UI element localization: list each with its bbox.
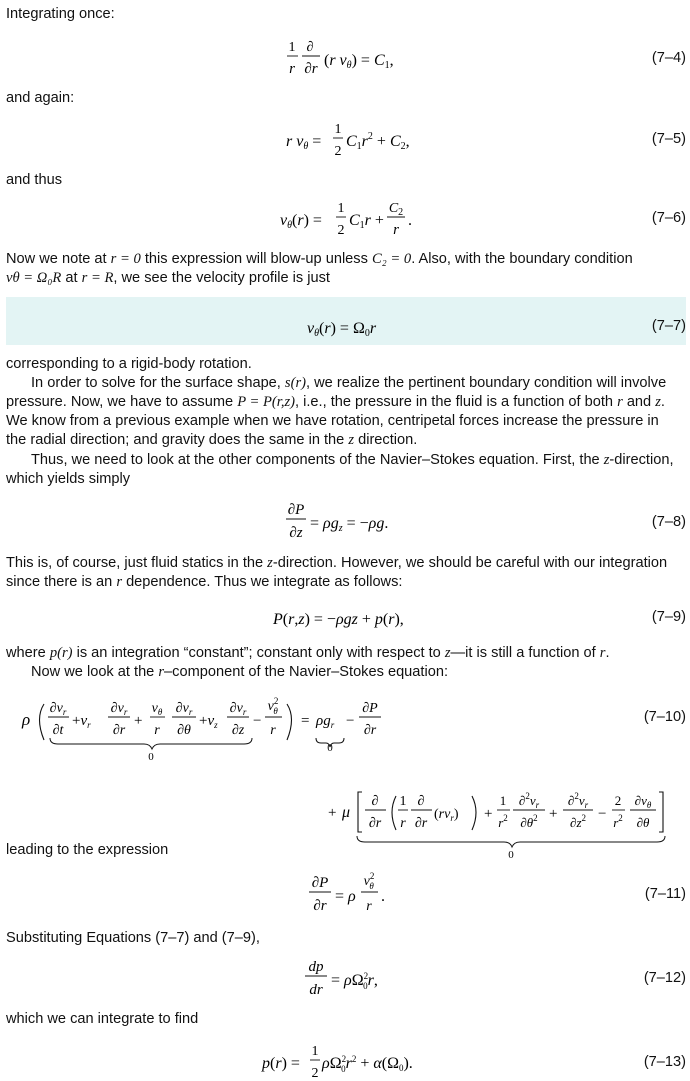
equation-7-7 [307, 320, 377, 339]
text-integrate-to-find: which we can integrate to find [6, 1011, 199, 1027]
svg-text:ρgr: $\rho g_r$ [316, 713, 335, 730]
svg-text:2: 2 [334, 144, 342, 159]
svg-text:∂r: ∂r [414, 816, 428, 831]
svg-text:∂vr: $\partial v_r$ [49, 701, 67, 717]
svg-text:μ: μ [342, 804, 351, 821]
equation-7-11 [309, 871, 385, 914]
svg-text:1: 1 [337, 201, 345, 216]
svg-text:∂vθ: $\partial v_\theta$ [634, 793, 652, 810]
svg-text:1: 1 [311, 1044, 319, 1059]
svg-text:∂: ∂ [306, 40, 314, 55]
svg-text:r: r [289, 61, 295, 77]
svg-text:= ρ: = ρ [335, 888, 356, 905]
svg-text:∂P: ∂P [311, 875, 329, 891]
svg-text:+: + [484, 806, 493, 822]
svg-text:∂P: ∂P [287, 502, 305, 518]
svg-text:∂2vr: $\partial^2v_r$ [567, 791, 589, 810]
svg-text:r: r [393, 222, 399, 238]
svg-text:∂2vr: $\partial^2v_r$ [518, 791, 540, 810]
paragraph-constant-line2: Now we look at the r–component of the Navier–Stokes equation: [31, 664, 448, 680]
svg-text:∂t: ∂t [52, 723, 64, 738]
text-integrating-once: Integrating once: [6, 6, 115, 22]
equation-number-7-4: (7–4) [651, 50, 686, 66]
text-substituting: Substituting Equations (7–7) and (7–9), [6, 930, 260, 946]
svg-text:=: = [301, 713, 310, 729]
equation-number-7-9: (7–9) [651, 609, 686, 625]
svg-text:C1r2 + C2,: $C1r^2 + C2$, [346, 131, 410, 152]
paragraph-surface-line3: We know from a previous example when we have rotation, centripetal forces increase the pressure in [6, 413, 659, 429]
svg-text:r: r [154, 723, 160, 738]
svg-text:r2: $r^2$ [613, 813, 623, 830]
text-and-again: and again: [6, 90, 75, 106]
text-and-thus: and thus [6, 172, 62, 188]
svg-text:= ρΩ20r,: = $\rho\Omega^2$ 0r, [331, 971, 378, 991]
svg-text:2: 2 [614, 793, 622, 808]
svg-text:∂z: ∂z [289, 525, 303, 541]
svg-text:vθ(r) = Ω0r: vθ(r) = Ω0r [307, 320, 377, 339]
svg-text:+: + [549, 806, 558, 822]
svg-text:(rvr): $(rv_r)$ [434, 807, 459, 823]
equation-7-10 [21, 696, 665, 861]
svg-text:ρΩ20r2 + α(Ω0).: $\rho\Omega^2$ $0r^2 + \alpha(\Omega 0)$. [322, 1054, 413, 1074]
svg-text:C2: $C_2$ [388, 201, 404, 218]
svg-text:1: 1 [288, 40, 296, 55]
svg-text:p(r) =: p(r) = [262, 1055, 300, 1072]
svg-text:∂: ∂ [417, 794, 425, 809]
paragraph-blow-up-line2: vθ = Ω₀R at r = R, we see the velocity profile is just [6, 270, 330, 286]
svg-text:0: 0 [327, 742, 333, 754]
svg-text:P(r,z) = −ρgz + p(r),: P(r,z) = −ρgz + p(r), [273, 611, 404, 628]
svg-text:∂θ: ∂θ [636, 815, 650, 830]
svg-text:.: . [408, 212, 412, 229]
svg-text:.: . [381, 888, 385, 905]
svg-text:(r vθ) = C1,: (r vθ) = C1, [324, 52, 394, 71]
svg-text:ρ: ρ [22, 710, 31, 729]
svg-text:0: 0 [148, 751, 154, 763]
svg-text:r: r [366, 899, 372, 914]
svg-text:1: 1 [334, 122, 342, 137]
equation-number-7-10: (7–10) [643, 709, 686, 725]
svg-text:∂vr: $\partial v_r$ [229, 701, 247, 717]
equation-7-12 [305, 959, 378, 998]
svg-text:∂vr: $\partial v_r$ [175, 701, 193, 717]
svg-text:+vr: $+v_r$ [72, 713, 91, 730]
svg-text:∂r: ∂r [363, 723, 377, 738]
paragraph-constant-line1: where p(r) is an integration “constant”; constant only with respect to z—it is still a function of r. [6, 645, 610, 661]
svg-text:dr: dr [309, 982, 323, 998]
svg-text:+vz: $+v_z$ [199, 713, 218, 730]
svg-text:v2θ: $v^2$ θ [363, 871, 375, 891]
svg-text:∂: ∂ [371, 794, 379, 809]
equation-7-9 [272, 611, 404, 628]
svg-text:r vθ =: r vθ = [286, 133, 322, 152]
equation-number-7-5: (7–5) [651, 131, 686, 147]
paragraph-surface-line1: In order to solve for the surface shape, s(r), we realize the pertinent boundary condition will involve [31, 375, 667, 391]
text-rigid-body: corresponding to a rigid-body rotation. [6, 356, 252, 372]
svg-text:1: 1 [499, 793, 507, 808]
svg-text:0: 0 [508, 849, 514, 861]
equation-7-5 [286, 122, 410, 159]
svg-text:∂vr: $\partial v_r$ [110, 701, 128, 717]
equation-number-7-8: (7–8) [651, 514, 686, 530]
svg-text:∂z: ∂z [231, 723, 245, 738]
svg-text:∂r: ∂r [112, 723, 126, 738]
svg-text:+: + [328, 805, 337, 821]
paragraph-statics-line1: This is, of course, just fluid statics in the z-direction. However, we should be careful with our integration [6, 555, 668, 571]
svg-text:1: 1 [399, 794, 407, 809]
svg-text:∂r: ∂r [304, 61, 318, 77]
paragraph-surface-line4: the radial direction; and gravity does the same in the z direction. [6, 432, 418, 448]
svg-text:∂r: ∂r [313, 898, 327, 914]
svg-text:dp: dp [308, 959, 324, 975]
svg-text:v2θ: $v^2$ θ [267, 696, 279, 716]
svg-text:= ρgz = −ρg.: = ρgz = −ρg. [310, 515, 389, 534]
equation-number-7-13: (7–13) [643, 1054, 686, 1070]
svg-text:2: 2 [337, 223, 345, 238]
paragraph-surface-line2: pressure. Now, we have to assume P = P(r,z), i.e., the pressure in the fluid is a function of both r and z. [6, 394, 665, 410]
svg-text:+: + [134, 713, 143, 729]
equation-7-6 [280, 201, 412, 238]
svg-text:vθ(r) =: vθ(r) = [280, 212, 322, 231]
svg-text:∂z2: $\partial z^2$ [570, 813, 586, 830]
paragraph-statics-line2: since there is an r dependence. Thus we integrate as follows: [6, 574, 403, 590]
paragraph-navier-line2: which yields simply [6, 471, 131, 487]
svg-text:C1r +: C1r + [349, 212, 384, 231]
svg-text:−: − [346, 713, 355, 729]
svg-text:∂P: ∂P [362, 701, 378, 716]
svg-text:∂r: ∂r [368, 816, 382, 831]
paragraph-navier-line1: Thus, we need to look at the other components of the Navier–Stokes equation. First, the z-direction, [31, 452, 674, 468]
svg-text:−: − [253, 713, 262, 729]
paragraph-blow-up-line1: Now we note at r = 0 this expression will blow-up unless C₂ = 0. Also, with the boundary condition [6, 251, 633, 267]
equation-number-7-7: (7–7) [651, 318, 686, 334]
equation-number-7-6: (7–6) [651, 210, 686, 226]
equation-number-7-12: (7–12) [643, 970, 686, 986]
equation-7-8 [286, 502, 388, 541]
svg-text:vθ: $v_\theta$ [151, 701, 163, 717]
equation-7-13 [261, 1044, 413, 1081]
svg-text:r: r [400, 816, 406, 831]
svg-text:r2: $r^2$ [498, 813, 508, 830]
svg-text:r: r [270, 723, 276, 738]
svg-text:∂θ2: $\partial\theta^2$ [520, 813, 538, 830]
svg-text:2: 2 [311, 1066, 319, 1081]
equation-number-7-11: (7–11) [644, 886, 686, 902]
equation-7-4 [287, 40, 394, 77]
svg-text:−: − [598, 806, 607, 822]
svg-text:∂θ: ∂θ [177, 723, 191, 738]
text-leading-to: leading to the expression [6, 842, 169, 858]
